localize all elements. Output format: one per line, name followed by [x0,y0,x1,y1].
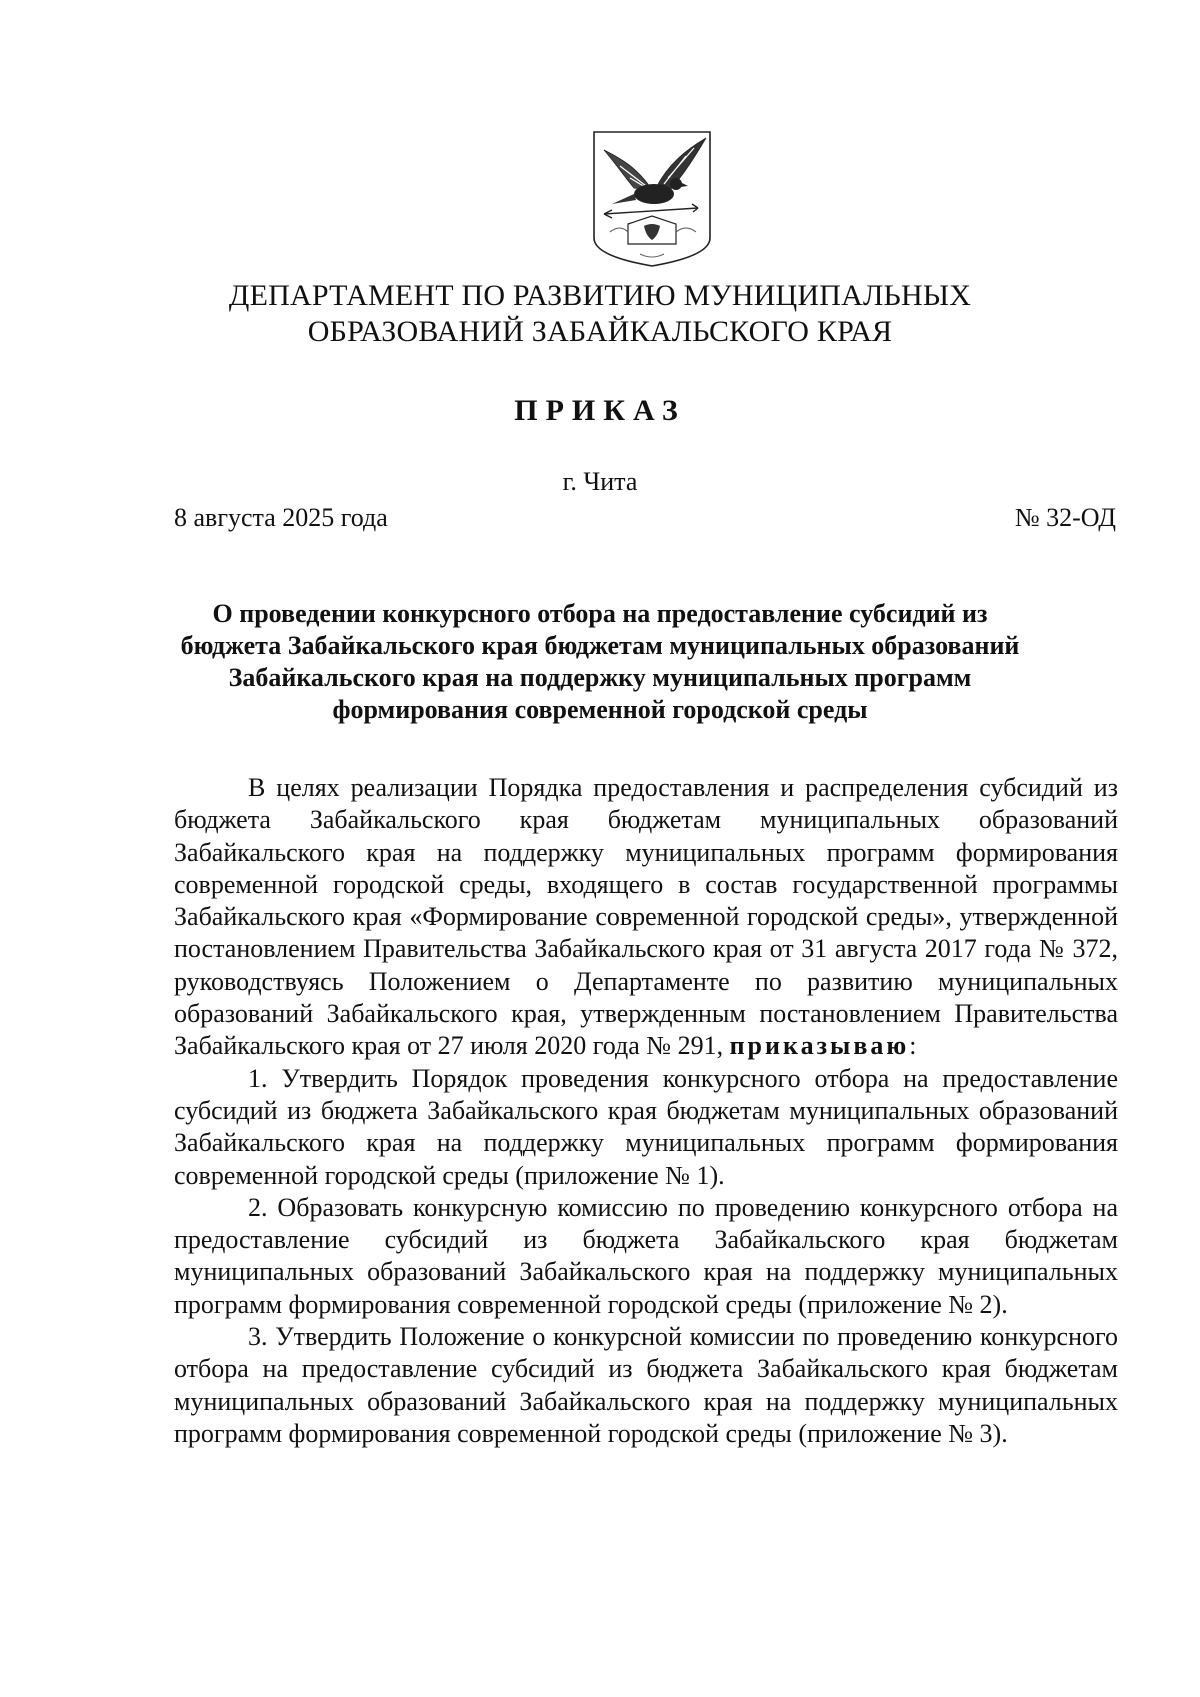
order-date: 8 августа 2025 года [174,503,388,532]
preamble-text: В целях реализации Порядка предоставления и распределения субсидий из бюджета Забайкальского края бюджетам муниципальных образований Забайкальского края на поддержку муниципальных программ формирования современной городской среды, входящего в состав государственной программы Забайкальского края «Формирование современной городской среды», утвержденной постановлением Правительства Забайкальского края от 31 августа 2017 года № 372, руководствуясь Положением о Департаменте по развитию муниципальных образований Забайкальского края, утвержденным постановлением Правительства Забайкальского края от 27 июля 2020 года № 291, [174,773,1118,1061]
coat-of-arms-icon [590,128,714,270]
department-name [0,278,1200,350]
order-item-2: 2. Образовать конкурсную комиссию по проведению конкурсного отбора на предоставление субсидий из бюджета Забайкальского края бюджетам муниципальных образований Забайкальского края на поддержку муниципальных программ формирования современной городской среды (приложение № 2). [174,1192,1118,1319]
decree-colon: : [909,1031,917,1061]
department-line-2: ОБРАЗОВАНИЙ ЗАБАЙКАЛЬСКОГО КРАЯ [307,315,893,348]
department-line-1: ДЕПАРТАМЕНТ ПО РАЗВИТИЮ МУНИЦИПАЛЬНЫХ [228,279,972,312]
order-number: № 32-ОД [1014,503,1116,532]
order-subject [150,598,1050,726]
city: г. Чита [562,467,638,496]
decree-word: приказываю [729,1031,910,1061]
order-item-1: 1. Утвердить Порядок проведения конкурсного отбора на предоставление субсидий из бюджета Забайкальского края бюджетам муниципальных образований Забайкальского края на поддержку муниципальных программ формирования современной городской среды (приложение № 1). [174,1063,1118,1190]
subject-line-1: О проведении конкурсного отбора на предоставление субсидий из [212,599,988,628]
subject-line-2: бюджета Забайкальского края бюджетам муниципальных образований [180,631,1020,660]
preamble-paragraph [174,772,1118,1063]
subject-line-3: Забайкальского края на поддержку муниципальных программ [228,663,972,692]
order-body [174,772,1118,1450]
order-title: ПРИКАЗ [514,394,686,427]
order-item-3: 3. Утвердить Положение о конкурсной комиссии по проведению конкурсного отбора на предоставление субсидий из бюджета Забайкальского края бюджетам муниципальных образований Забайкальского края на поддержку муниципальных программ формирования современной городской среды (приложение № 3). [174,1322,1118,1448]
subject-line-4: формирования современной городской среды [332,695,868,724]
